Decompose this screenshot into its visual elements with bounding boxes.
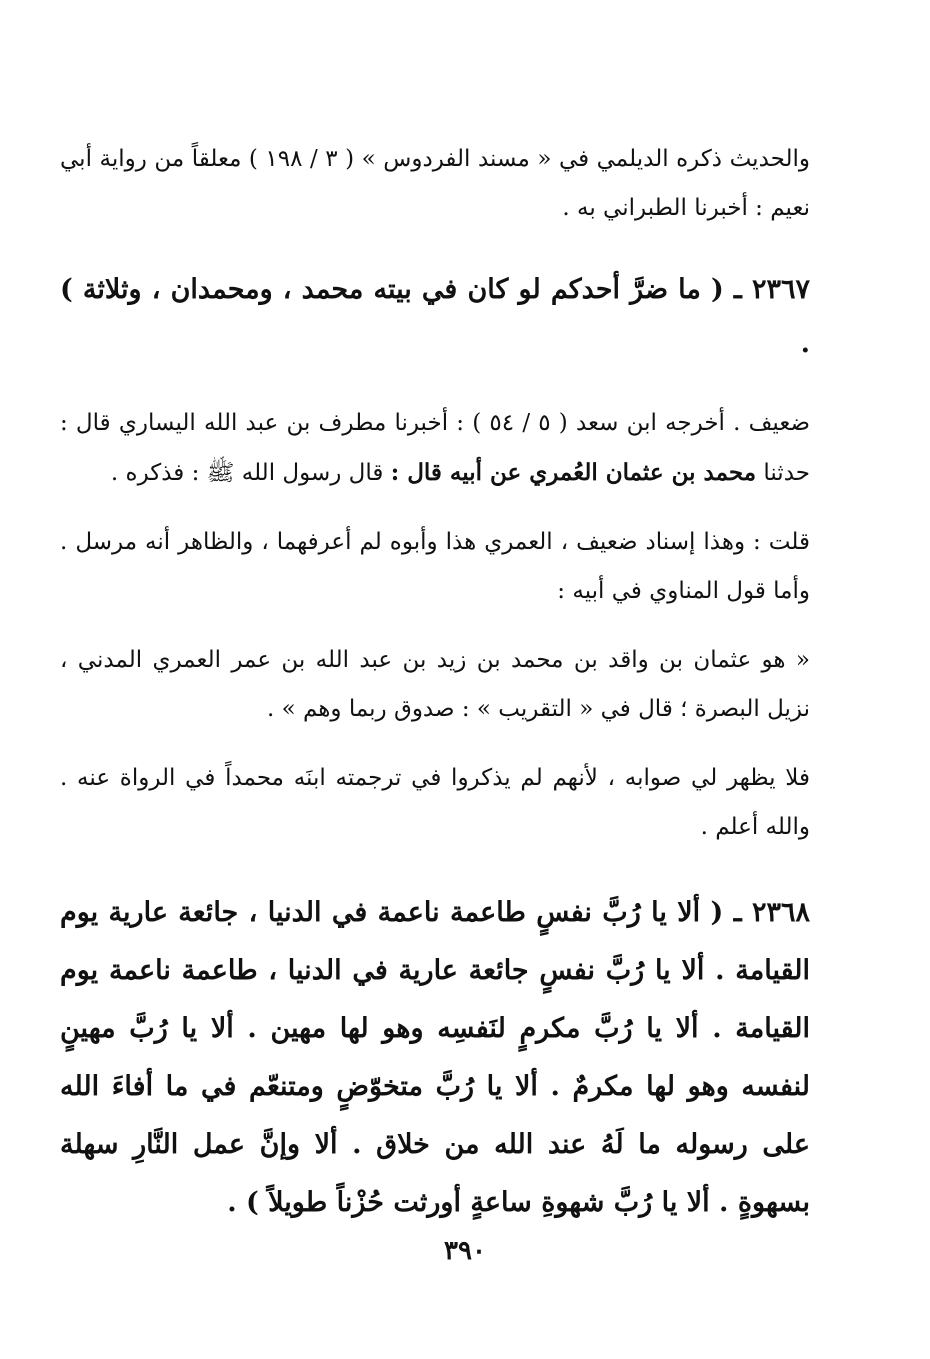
paragraph-commentary [60, 518, 810, 616]
paragraph-text: والحديث ذكره الديلمي في « مسند الفردوس » ( ٣ / ١٩٨ ) معلقاً من رواية أبي نعيم : أخبرنا الطبراني به . [60, 146, 810, 221]
paragraph-text: « هو عثمان بن واقد بن محمد بن زيد بن عبد الله بن عمر العمري المدني ، نزيل البصرة ؛ قال في « التقريب » : صدوق ربما وهم » . [60, 647, 810, 722]
page-body [60, 135, 810, 1260]
paragraph-quote-munawi [60, 636, 810, 734]
paragraph-text: قلت : وهذا إسناد ضعيف ، العمري هذا وأبوه لم أعرفهما ، والظاهر أنه مرسل . وأما قول المناوي في أبيه : [60, 529, 810, 604]
page-number: ٣٩٠ [444, 1236, 486, 1266]
paragraph-text: فلا يظهر لي صوابه ، لأنهم لم يذكروا في ترجمته ابنَه محمداً في الرواة عنه . والله أعلم . [60, 765, 810, 840]
paragraph-text: ضعيف . أخرجه ابن سعد ( ٥ / ٥٤ ) : أخبرنا مطرف بن عبد الله اليساري قال : حدثنا [60, 410, 810, 486]
paragraph-text: قال رسول الله ﷺ : فذكره . [110, 460, 384, 486]
paragraph-daylami-reference [60, 135, 810, 233]
hadith-2367 [60, 263, 810, 371]
hadith-text: ( ألا يا رُبَّ نفسٍ طاعمة ناعمة في الدنيا ، جائعة عارية يوم القيامة . ألا يا رُبَّ نفسٍ جائعة عارية في الدنيا ، طاعمة ناعمة يوم القيامة . ألا يا رُبَّ مكرمٍ لنَفسِه وهو لها مهين . ألا يا رُبَّ مهينٍ لنفسه وهو لها مكرمٌ . ألا يا رُبَّ متخوّضٍ ومتنعّم في ما أفاءَ الله على رسوله ما لَهُ عند الله من خلاق . ألا وإنَّ عمل النَّارِ سهلة بسهوةٍ . ألا يا رُبَّ شهوةِ ساعةٍ أورثت حُزْناً طويلاً ) . [60, 897, 810, 1218]
paragraph-conclusion [60, 754, 810, 852]
narrator-chain-bold: محمد بن عثمان العُمري عن أبيه قال : [390, 459, 757, 486]
hadith-number: ٢٣٦٨ ـ [733, 897, 810, 928]
hadith-2368 [60, 884, 810, 1232]
hadith-text: ( ما ضرَّ أحدكم لو كان في بيته محمد ، ومحمدان ، وثلاثة ) . [60, 274, 810, 359]
paragraph-takhrij [60, 399, 810, 498]
hadith-number: ٢٣٦٧ ـ [733, 274, 810, 305]
